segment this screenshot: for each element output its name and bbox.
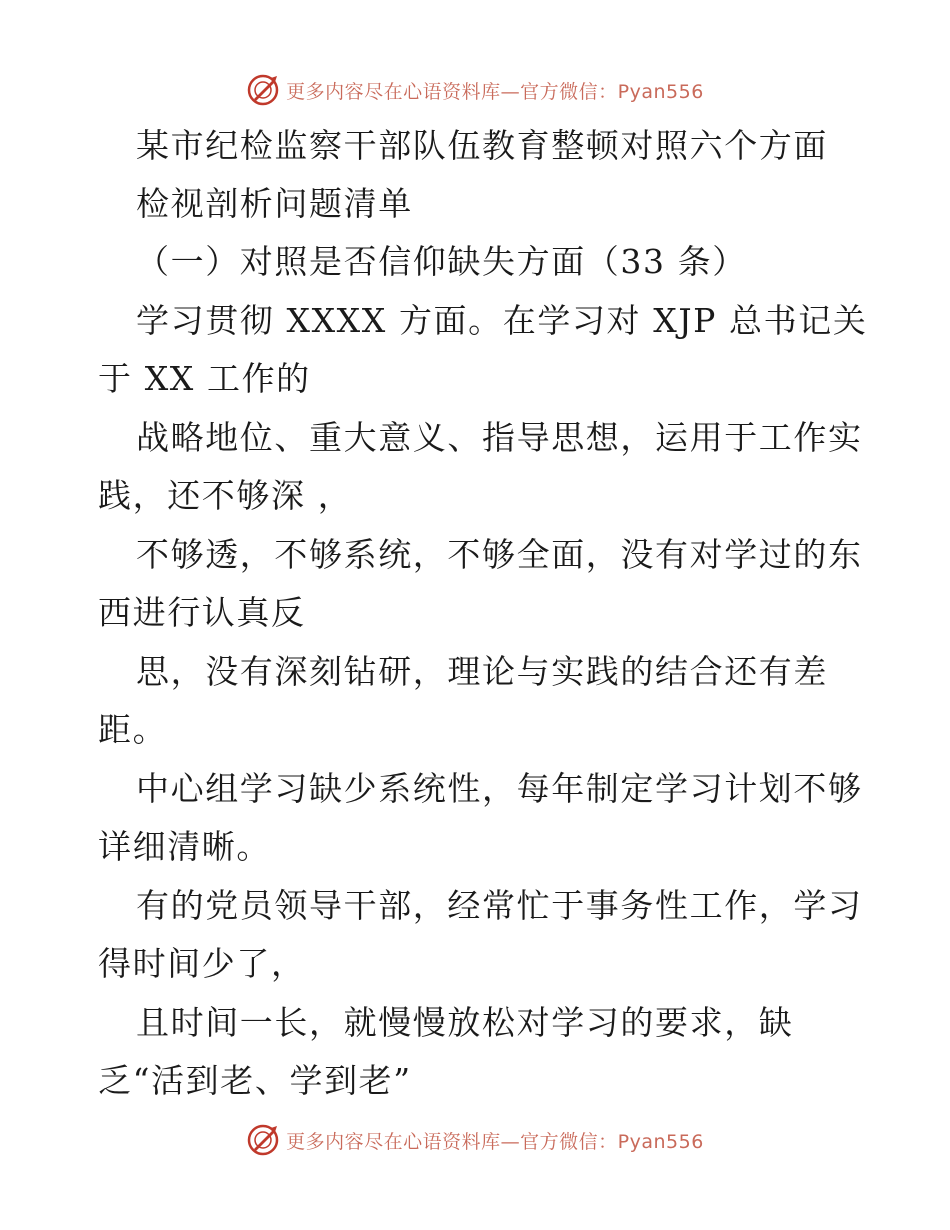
watermark-text: 更多内容尽在心语资料库—官方微信：Pyan556 — [286, 1130, 704, 1153]
paragraph-line: 距。 — [98, 710, 168, 749]
paragraph-line: 战略地位、重大意义、指导思想，运用于工作实 — [136, 418, 863, 457]
paragraph-line: 不够透，不够系统，不够全面，没有对学过的东 — [136, 535, 863, 574]
header-watermark — [0, 70, 950, 110]
paragraph-line: 中心组学习缺少系统性，每年制定学习计划不够 — [136, 769, 863, 808]
paragraph-line: 于 XX 工作的 — [98, 359, 311, 398]
doc-title-line-2: 检视剖析问题清单 — [136, 184, 413, 223]
paragraph-line: 乏“活到老、学到老” — [98, 1061, 412, 1100]
paragraph-line: 西进行认真反 — [98, 593, 306, 632]
logo-icon — [246, 73, 280, 107]
paragraph-line: 思，没有深刻钻研，理论与实践的结合还有差 — [136, 652, 828, 691]
paragraph-line: 详细清晰。 — [98, 827, 271, 866]
paragraph-line: 学习贯彻 XXXX 方面。在学习对 XJP 总书记关 — [136, 301, 868, 340]
logo-icon — [246, 1123, 280, 1157]
watermark-text: 更多内容尽在心语资料库—官方微信：Pyan556 — [286, 80, 704, 103]
paragraph-line: 且时间一长，就慢慢放松对学习的要求，缺 — [136, 1003, 794, 1042]
footer-watermark — [0, 1120, 950, 1160]
doc-title-line-1: 某市纪检监察干部队伍教育整顿对照六个方面 — [136, 126, 828, 165]
section-heading: （一）对照是否信仰缺失方面（33 条） — [136, 242, 747, 281]
paragraph-line: 得时间少了， — [98, 944, 306, 983]
paragraph-line: 有的党员领导干部，经常忙于事务性工作，学习 — [136, 886, 863, 925]
paragraph-line: 践，还不够深 ， — [98, 476, 353, 515]
